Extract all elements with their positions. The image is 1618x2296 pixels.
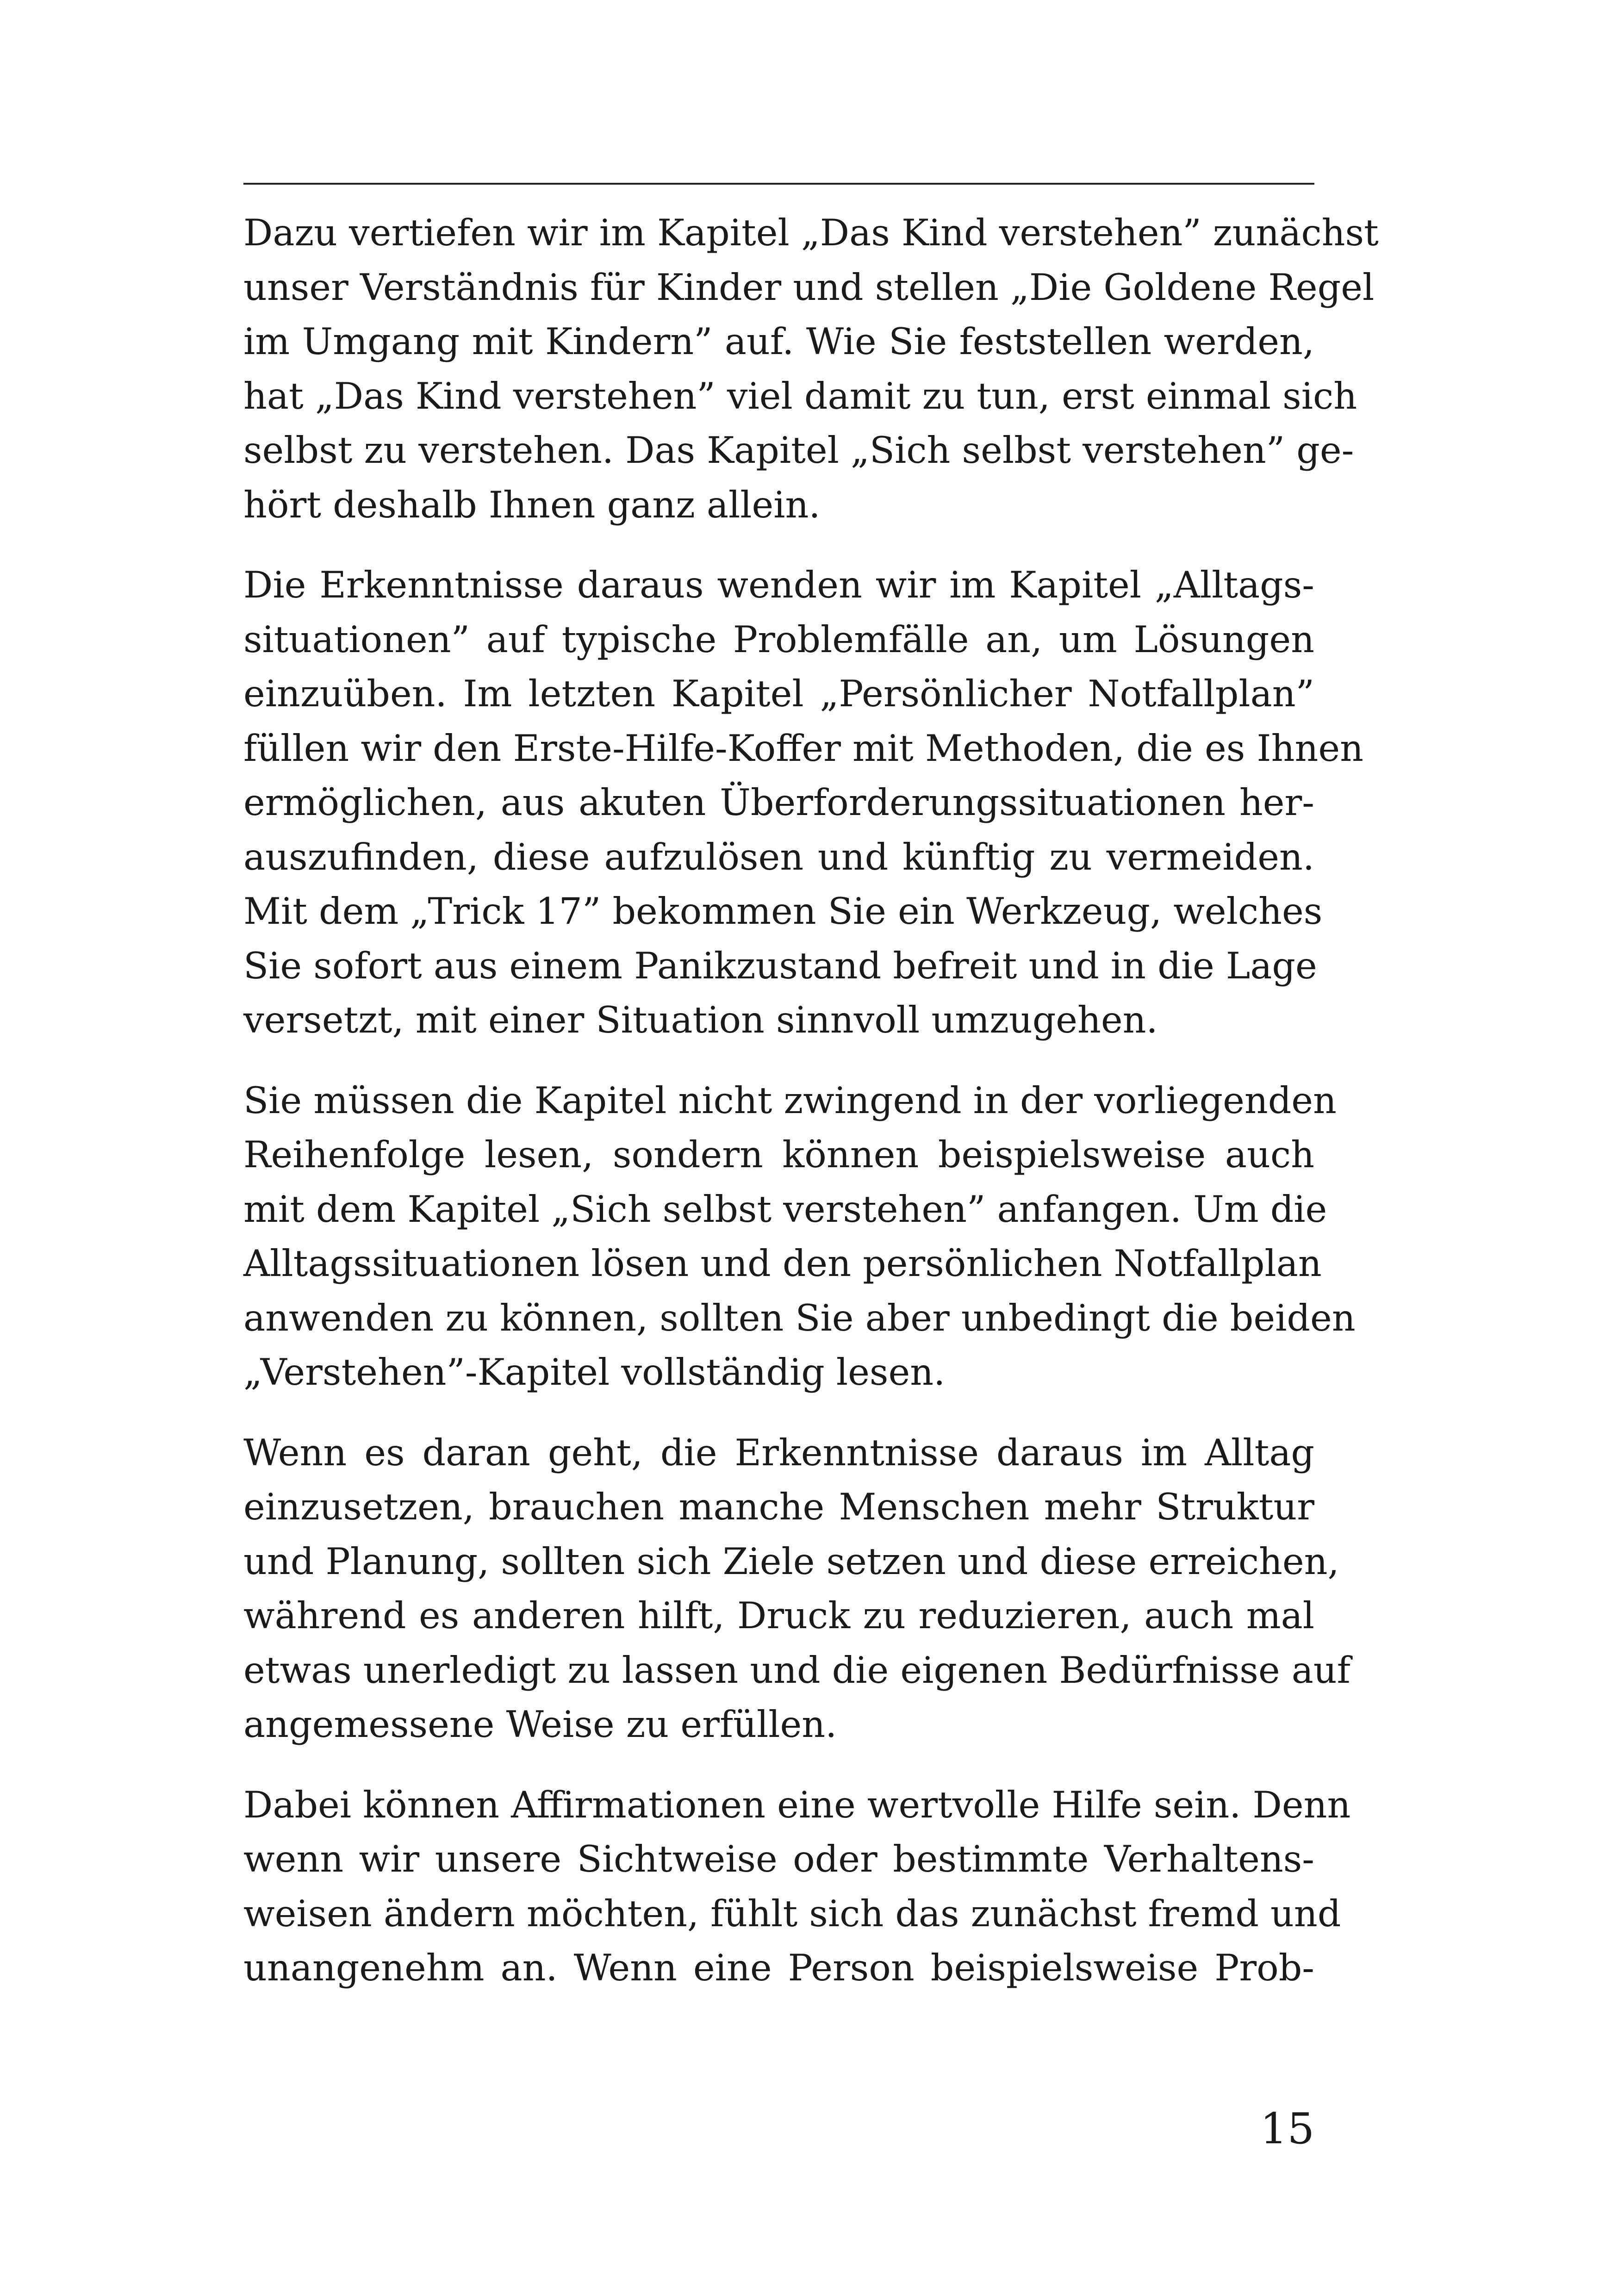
text-line: weisen ändern möchten, fühlt sich das zunächst fremd und — [243, 1892, 1341, 1935]
body-text — [243, 206, 1379, 2022]
text-line: Wenn es daran geht, die Erkenntnisse daraus im Alltag — [243, 1431, 1314, 1474]
text-line: situationen” auf typische Problemfälle an, um Lösungen — [243, 618, 1314, 661]
text-line: hat „Das Kind verstehen” viel damit zu tun, erst einmal sich — [243, 374, 1357, 417]
header-rule — [243, 183, 1314, 185]
text-line: Sie sofort aus einem Panikzustand befreit und in die Lage — [243, 944, 1317, 987]
text-line: und Planung, sollten sich Ziele setzen und diese erreichen, — [243, 1540, 1339, 1583]
text-line: unser Verständnis für Kinder und stellen „Die Goldene Regel — [243, 266, 1375, 309]
text-line: füllen wir den Erste-Hilfe-Koffer mit Methoden, die es Ihnen — [243, 727, 1363, 770]
paragraph — [243, 1778, 1351, 1996]
text-line: selbst zu verstehen. Das Kapitel „Sich selbst verstehen” ge- — [243, 429, 1354, 472]
text-line: hört deshalb Ihnen ganz allein. — [243, 483, 821, 526]
text-line: wenn wir unsere Sichtweise oder bestimmte Verhaltens- — [243, 1838, 1314, 1880]
text-line: versetzt, mit einer Situation sinnvoll umzugehen. — [243, 999, 1158, 1041]
paragraph — [243, 558, 1363, 1048]
text-line: auszufinden, diese aufzulösen und künftig zu vermeiden. — [243, 835, 1314, 878]
text-line: anwenden zu können, sollten Sie aber unbedingt die beiden — [243, 1296, 1356, 1339]
text-line: Dazu vertiefen wir im Kapitel „Das Kind verstehen” zunächst — [243, 212, 1379, 254]
text-line: angemessene Weise zu erfüllen. — [243, 1703, 837, 1746]
paragraph — [243, 206, 1379, 532]
text-line: mit dem Kapitel „Sich selbst verstehen” anfangen. Um die — [243, 1188, 1327, 1231]
text-line: Dabei können Affirmationen eine wertvolle Hilfe sein. Denn — [243, 1783, 1351, 1826]
text-line: etwas unerledigt zu lassen und die eigenen Bedürfnisse auf — [243, 1649, 1350, 1692]
text-line: „Verstehen”-Kapitel vollständig lesen. — [243, 1351, 946, 1394]
paragraph — [243, 1074, 1356, 1400]
text-line: ermöglichen, aus akuten Überforderungssituationen her- — [243, 781, 1314, 824]
text-line: Alltagssituationen lösen und den persönlichen Notfallplan — [243, 1242, 1322, 1285]
text-line: Die Erkenntnisse daraus wenden wir im Kapitel „Alltags- — [243, 564, 1314, 606]
text-line: Sie müssen die Kapitel nicht zwingend in der vorliegenden — [243, 1079, 1337, 1122]
paragraph — [243, 1426, 1350, 1752]
text-line: Mit dem „Trick 17” bekommen Sie ein Werkzeug, welches — [243, 890, 1323, 933]
text-line: einzuüben. Im letzten Kapitel „Persönlicher Notfallplan” — [243, 672, 1314, 715]
text-line: unangenehm an. Wenn eine Person beispielsweise Prob- — [243, 1947, 1314, 1989]
text-line: während es anderen hilft, Druck zu reduzieren, auch mal — [243, 1594, 1314, 1637]
page-number: 15 — [1260, 2104, 1314, 2153]
text-line: im Umgang mit Kindern” auf. Wie Sie feststellen werden, — [243, 320, 1314, 363]
text-line: Reihenfolge lesen, sondern können beispielsweise auch — [243, 1133, 1314, 1176]
text-line: einzusetzen, brauchen manche Menschen mehr Struktur — [243, 1486, 1314, 1528]
